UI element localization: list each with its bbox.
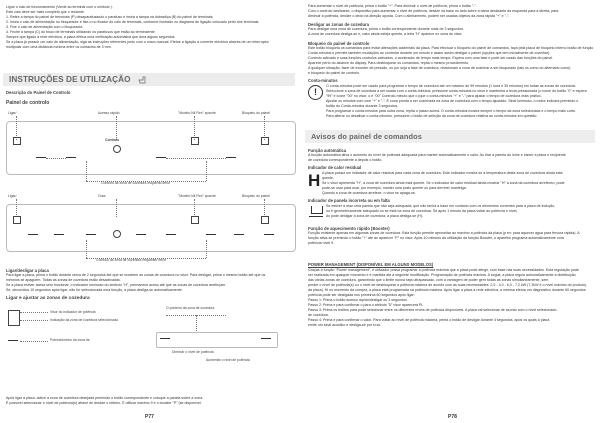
- right-line: diminuir a potência, deslize o dedo na direção oposta. Com o alinhamento, podem ser usadas objetos da zona rápida "+" e "-".: [308, 14, 510, 18]
- zone-label-decrease: Diminuir o nivel de potência: [172, 350, 214, 354]
- power-line: Passo 4: Prima e para confirmar o valor. Para voltar ao nível de potência máxima, prima o botão de desligar durante 4 segundos, após os quais a placa: [308, 318, 550, 322]
- booster-line: função ativa-se premindo o botão "+" até ao aparecer "P" no visor. Após 10 minutos da utilização da função Booster, o aparelho programa automaticamente uma: [308, 236, 564, 240]
- conta-line: O conta-minutos pode ser usado para programar o tempo de cozedura até um máximo de 99 minutos (1 hora e 39 minutos) em todas as zonas de cozedura.: [326, 84, 576, 88]
- conta-line: "99" e ícone "00" no visor, o é "00" Controlo-minuto que o (que o conta-minutos "+" e "-" para ajustar o tempo de cozedura mais prático.: [326, 94, 542, 98]
- power-line: Passo 2: Prima e para confirmar o para o atributo "5" visor aparecerá PL: [308, 303, 424, 307]
- bloqueio-line: Aparece perto do alcance do display. Para desbloquear os comandos, repita o mesmo procedimento.: [308, 61, 470, 65]
- slider-left-icon: [66, 157, 76, 158]
- power-display-icon: [8, 310, 20, 326]
- slider-track: [46, 158, 66, 159]
- right-line: Para aumentar o nível de potência, prima o botão "+". Para diminuir o nível de potência, prima o botão "-".: [308, 4, 477, 8]
- conta-line: Ajustar os minutos com com "+" e "-". É zona pronta a ser cozinhada na zona de cozedura com o tempo ajustado. Sinal luminoso, o motor indicará premindo o: [326, 99, 579, 103]
- intro-line: Se a placa já possuir um calo de alimentação, siga as instruções referentes junto com o cravo manual. Efetue a ligação à corrente eléctrica através de um interruptor: [6, 40, 269, 44]
- zone-label-selected-zone: Indicação da zona de cozedura seleccionada: [50, 318, 118, 322]
- plus-key-icon: [54, 234, 64, 235]
- recipiente-body: [326, 204, 596, 219]
- residual-heat-h-icon: H: [308, 171, 321, 190]
- residual-body: [322, 171, 596, 196]
- bloqueio-line: Conta-minutos e permite também mudações ao controlar durante um minuto e assim assim desligar o painel (opções que tem inicialmente de cozinhar).: [308, 51, 551, 55]
- recipiente-line: do pode desligar a zona de cozedura, a placa desliga-se (H).: [326, 214, 424, 218]
- control-panel-diagram-1: [6, 111, 296, 191]
- leader-line: [86, 161, 87, 181]
- conta-line: botão do Conta-minutos durante 3 segundos.: [326, 104, 399, 108]
- minus-key-icon: [86, 234, 96, 235]
- bloqueio-line: e bloqueio do painel de controlo.: [308, 71, 360, 75]
- right-top-body: [308, 4, 596, 19]
- power-body: [308, 268, 596, 328]
- timer-knob-icon: [113, 145, 121, 153]
- leader-line: [116, 116, 117, 140]
- flex-zone-icon: [191, 137, 199, 145]
- diagram-label-lock: Bloqueio do painel: [242, 194, 270, 198]
- avisos-header-text: Avisos do painel de comandos: [311, 132, 422, 141]
- panel-title: Painel de controlo: [6, 100, 50, 106]
- power-line: da placa). Hi no momento da compra, a placa está programada na potência máxima. Após ligar a placa à rede eléctrica, a mesma efetua um diagnóstico durante 60 segundos: [308, 288, 586, 292]
- right-line: Com o controlo deslizante, o dispositivo para aumentar o nível de potência, deslize na base no lado sobre a barra deslizante da esquerda para a direita; para: [308, 9, 559, 13]
- panel-outline: [6, 204, 296, 252]
- bottom-line: É possível seleccionar o nível de potência(s) atravé de deslize o retinho. É utilizar máximo 9 e o booster "P" (se disponível.: [6, 401, 202, 405]
- lock-icon: [261, 216, 269, 224]
- leader-line: [206, 161, 207, 181]
- section-header-text: INSTRUÇÕES DE UTILIZAÇÃO: [9, 75, 131, 84]
- leader-line: [16, 199, 17, 217]
- power-line: de cozedura.: [308, 313, 329, 317]
- funcao-body: [308, 153, 596, 163]
- leader-line: [116, 199, 117, 217]
- plus-key-icon: [136, 234, 146, 235]
- intro-line: 1. Retire a tampa do painel de terminais (P) desaparafusando o parafuso e insira a tampa na dobradiça (B) do painel de terminais.: [6, 15, 214, 19]
- bloqueio-body: [308, 46, 596, 76]
- leader-line: [20, 320, 48, 321]
- slider-icon: [8, 340, 18, 341]
- power-button-icon: [13, 216, 21, 224]
- leader-line: [206, 240, 207, 258]
- conta-line: Para programar o conta-minutos para outra zona, repita o passo acima. O conta-minutos mostra sempre o tempo da zona selecionada e o tempo mais curto.: [326, 109, 576, 113]
- conta-line: Para alterar ou desativar o conta-minutos, pressione o botão de seleção da zona de cozedura relativa ao conta-minutos em questão.: [326, 114, 538, 118]
- power-line: potência pode ser desligada nos primeiros 60 segundos após ligar:: [308, 293, 415, 297]
- residual-line: A placa possui um indicador de calor residual para cada zona de cozedura. Este indicador mostra se a temperatura desta zona de cozedura ainda está: [322, 171, 563, 175]
- diagram-label-quick-access: Acesso rápido: [98, 111, 120, 115]
- bottom-body: [6, 396, 296, 406]
- residual-line: quente.: [322, 176, 334, 180]
- lock-icon: [261, 137, 269, 145]
- flex-zone-icon: [191, 216, 199, 224]
- diagram-label-flex-zone: "Modelo Nil Flex" zpande: [178, 111, 216, 115]
- minus-key-icon: [160, 338, 170, 339]
- minus-key-icon: [166, 234, 176, 235]
- power-title: POWER MANAGEMENT (DISPONÍVEL EM ALGUNS MODELOS): [308, 262, 434, 267]
- power-line: Passo 3: Prima os botões para pode selecionar entre os diferentes níveis de potência disponíveis. A placa vai selecionar de acordo com o nível selecionado.: [308, 308, 558, 312]
- bloqueio-line: A qualquer situação, fazer de exceder de pressão, ou por seja a fase de cozedura, relacionam a zona de cozinhar a ser bloqueado (tais os como do alternado como): [308, 66, 571, 70]
- warning-icon: !: [308, 85, 323, 100]
- bloqueio-line: Este botão bloqueia os comandos para evitar alterações acidentais da placa. Para efectuar o bloqueio do painel de comandos, faça pela placa de bloqueio interno botão de função: [308, 46, 594, 50]
- ligar-line: Se a placa estiver acesa sem funcionar, o indicador luminoso do símbolo "H", permanece aceso até que as zonas de cozedura arrefeçam.: [6, 283, 227, 287]
- intro-line: 3. Fixe o calo de alimentação com o bloqueador.: [6, 25, 84, 29]
- bloqueio-title: Bloqueio do painel de controlo: [308, 41, 370, 46]
- power-button-icon: [13, 137, 21, 145]
- leader-line: [194, 199, 195, 217]
- funcao-line: de cozedura correspondente a depois o botão .: [308, 158, 384, 162]
- panel-outline: [6, 121, 296, 175]
- desligar-line: Para desligar uma zona de cozedura, prima o botão correspondente durante mais de 3 segundos.: [308, 27, 465, 31]
- slider-bar-outline: [156, 332, 278, 348]
- minus-key-icon: [234, 234, 244, 235]
- diagram-caption: Controlo da zona de cozedura respantier terior: [96, 258, 167, 262]
- plus-key-icon: [206, 234, 216, 235]
- hand-pointer-icon: [138, 75, 148, 84]
- timer-knob-icon: [113, 230, 121, 238]
- intro-line: Sempre que ligado à rede eléctrica, a placa efetua uma verificação automática que dura alguns segundos.: [6, 35, 176, 39]
- power-line: perder o nível de potência(s) ou o nível de desbloquear a potência máxima de acordo com as suas necessidades: 2,5 - 4,0 - 6,0 - 7,2 kW (7,2kW é o nível máximo do produto).: [308, 283, 588, 287]
- section-header: [3, 73, 295, 86]
- diagram-control-label: Controlo: [105, 138, 120, 142]
- residual-line: Se o visor apresenta "H", a zona de cozedura ainda está quente. Se o indicador de calor residual ainda mostrar "H" a zona da cozedura arrefeceu, pode: [322, 181, 565, 185]
- desligar-title: Desligar as zonas de cozedura: [308, 22, 369, 27]
- zone-label-pointer: O ponteiro da zona de cozedura: [166, 306, 215, 310]
- minus-key-icon: [28, 234, 38, 235]
- zone-label-increase: Aumentar o nivel de potência: [206, 358, 250, 362]
- intro-line: 2. Insira o calo de alimentação no bloqueador e fixe-o no fixador do calo de terminais, conforme ilustrado no diagrama de ligação colocado perto dos terminais.: [6, 20, 260, 24]
- funcao-line: A função automática ativa o aumento do nível de potência adequada para manter automaticamente o calor. Ao tirar a panela do lume e inserir a placa o recipiente: [308, 153, 566, 157]
- power-line: emite um sinal acústico e desliga-se por si só.: [308, 323, 382, 327]
- avisos-header: [305, 130, 595, 143]
- booster-line: Função existente apenas em algumas zonas de cozedura. Esta função permite aproveitar ao máximo a potência da placa (p ex: para aquecer água para fervura rápida). A: [308, 231, 580, 235]
- power-line: ser realizada em qualquer momento e é mantida até à seguinte modificação. Programação de potência máxima. A seguir, a placa regula automaticamente a distribuição: [308, 273, 576, 277]
- residual-title: Indicador de calor residual: [308, 165, 362, 170]
- conta-title: Conta-minutos: [308, 78, 338, 83]
- booster-title: Função de aquecimento rápido (Booster): [308, 226, 390, 231]
- residual-line: pode-se usar para usar, por exemplo, manter uma prato quente ou para derreter manteiga.: [322, 186, 467, 190]
- zonas-title: Ligar e ajustar as zonas de cozedura: [6, 296, 90, 301]
- power-line: das várias zonas de cozedura, garantindo que o limite nunca seja ultrapassado, com a vantagem de poder gerir todas as zonas simultaneamente, sem: [308, 278, 549, 282]
- slider-right-icon: [156, 157, 166, 158]
- funcao-title: Função automática: [308, 148, 347, 153]
- diagram-label-flex-zone: "Modelo Nil Flex" zpande: [178, 194, 216, 198]
- page-number: P78: [448, 414, 457, 420]
- power-line: Passo 1: Prima o botão acesso rápido/desligar ou 3 segundos: [308, 298, 407, 302]
- diagram-label-on-off: Ligar/: [8, 111, 17, 115]
- recipiente-title: Indicador de panela incorreta ou em falta: [308, 198, 390, 203]
- control-panel-diagram-2: [6, 194, 296, 266]
- conta-line: Seleccione a zona de cozedura a ser usada com o conta-minutos; pressione conta-minutos no visor e mantenha a tecla pressionada (o ícone do botão "0" e espera: [326, 89, 587, 93]
- conta-body: [326, 84, 596, 119]
- intro-line: multipolar com uma distância mínima entre os contactos de 3 mm.: [6, 45, 112, 49]
- ligar-title: Ligar/desligar a placa: [6, 268, 49, 273]
- booster-body: [308, 231, 596, 246]
- subtitle: Descrição do Painel de Controlo: [6, 90, 71, 95]
- recipiente-line: Se estiver a usar uma panela que não seja adequada, que não tenha a base em contacto com os elementos correntes para a placa de indução,: [326, 204, 556, 208]
- zone-label-potentiometer: Potenciômetro da zona de: [50, 338, 90, 342]
- leader-line: [264, 199, 265, 217]
- intro-line: 4. Feche a tampa (C) do bloco de terminais utilizando os parafusos que estão ao terminaente.: [6, 30, 156, 34]
- desligar-body: [308, 27, 596, 37]
- ligar-body: [6, 273, 296, 293]
- plus-key-icon: [264, 234, 274, 235]
- page-number: P77: [145, 414, 154, 420]
- diagram-caption: Controlo da zona de cozedura esquerdo terior: [101, 181, 171, 185]
- pan-icon: [309, 206, 323, 217]
- leader-line: [196, 315, 197, 331]
- leader-line: [20, 341, 48, 342]
- diagram-label-drop: Gota: [98, 194, 106, 198]
- diagram-label-lock: Bloqueio do painel: [242, 111, 270, 115]
- slider-track: [166, 158, 226, 159]
- leader-line: [86, 240, 87, 258]
- zone-label-power-display: Visor do indicador de potência: [50, 310, 96, 314]
- intro-line: Ligue o calo de funcionamento (Verde ao terminal com o símbolo ).: [6, 5, 113, 9]
- desligar-line: A zona de cozedura desliga-se e, caso ainda esteja quente, a letra "H" aparece no zona do visor.: [308, 32, 463, 36]
- slider-right-icon: [226, 157, 236, 158]
- intro-line: Este calo deve ser mais completo que o restante.: [6, 10, 85, 14]
- plus-key-icon: [261, 338, 271, 339]
- residual-line: Quando a zona de cozedura arrefece, o visor se apaga-se.: [322, 191, 416, 195]
- bottom-line: Após ligar a placa, active a zona de cozedura desejada premindo o botão correspondente e coloque a panela sobre a zona.: [6, 396, 204, 400]
- leader-line: [20, 312, 48, 313]
- ligar-line: Para ligar a placa, prima o botão durante cerca de 2 segundos até que se mostrem as zonas de cozedura no visor. Para desligar, prima o mesmo botão até que os: [6, 273, 266, 277]
- recipiente-line: ou é geometricamente adequado ou se está na zona de cozedura. Se após 1 minuto da placa voltar ao potência o nível,: [326, 209, 518, 213]
- ligar-line: Se, decorridos 10 segundos após ligar, não for seleccionada uma função, a placa desliga-se automaticamente.: [6, 288, 183, 292]
- ligar-line: mesmos se apaguem. Todas as zonas de cozedura estão desactivadas.: [6, 278, 121, 282]
- bloqueio-line: Controlo activado e suas funções controlos activados, o acelerador de tempo mais tempo. Espera com uma fase e pode ser usado das funções do painel.: [308, 56, 554, 60]
- slider-left-icon: [36, 157, 46, 158]
- intro-block: [6, 5, 296, 50]
- booster-line: potência nível 9.: [308, 241, 335, 245]
- zone-control-diagram: [6, 306, 296, 386]
- power-line: Graças à função "Power management", é utilizador possa programar a potência máxima que a placa pode atingir, com base nas suas necessidades. Esta regulação pode: [308, 268, 579, 272]
- diagram-label-on-off: Ligar/: [8, 194, 17, 198]
- right-page: [300, 0, 600, 423]
